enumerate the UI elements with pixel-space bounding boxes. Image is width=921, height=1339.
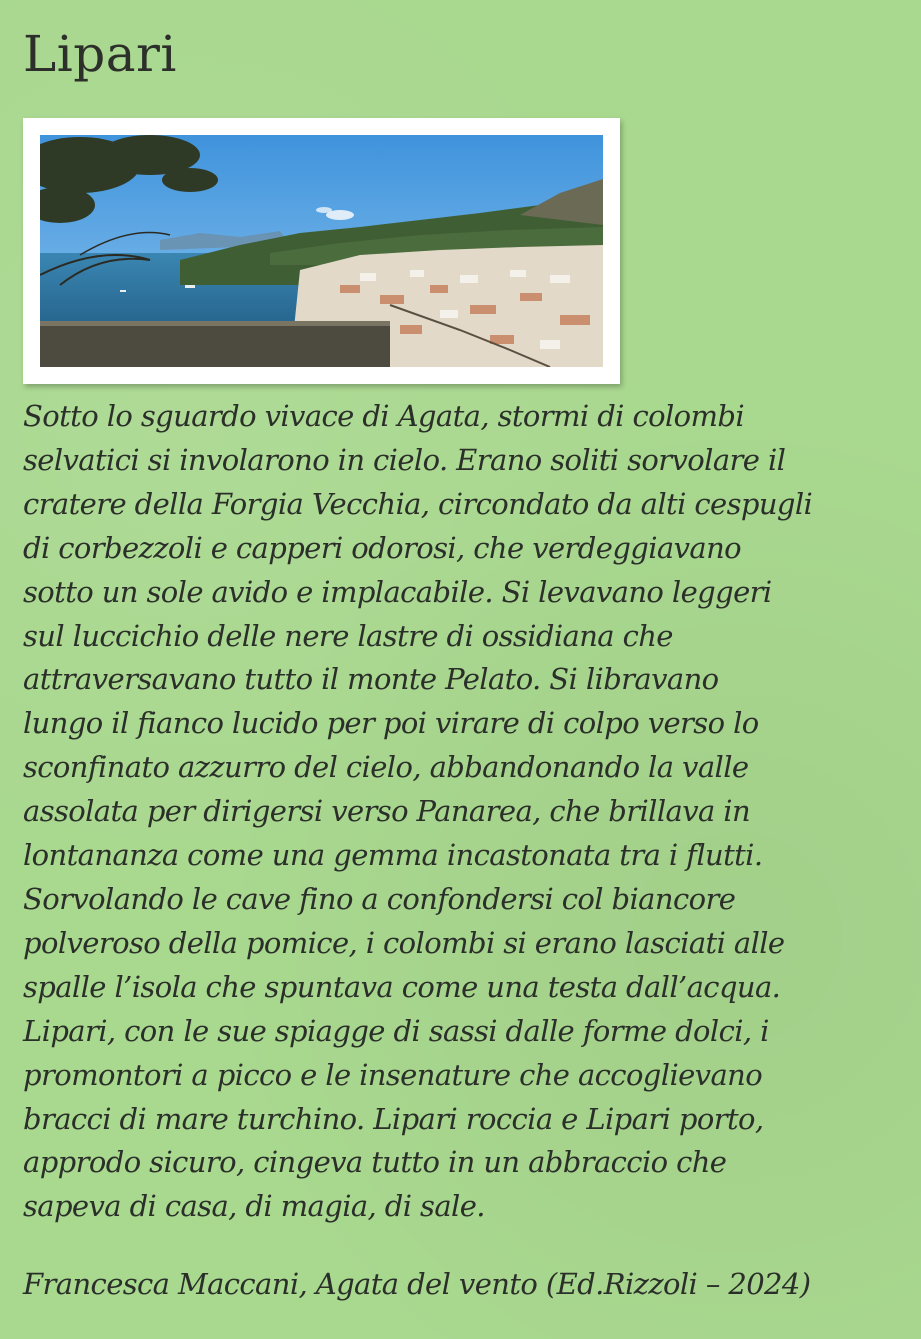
passage-line: assolata per dirigersi verso Panarea, che brillava in [23,794,751,829]
photo-frame [23,118,620,384]
passage-line: attraversavano tutto il monte Pelato. Si libravano [23,662,719,697]
passage-line: Sorvolando le cave fino a confondersi col biancore [23,881,736,916]
passage-line: bracci di mare turchino. Lipari roccia e Lipari porto, [23,1101,764,1136]
passage-line: lontananza come una gemma incastonata tra i flutti. [23,838,763,873]
passage-line: polveroso della pomice, i colombi si erano lasciati alle [23,925,785,960]
passage-line: sotto un sole avido e implacabile. Si levavano leggeri [23,574,772,609]
passage-text [23,395,903,1229]
passage-line: di corbezzoli e capperi odorosi, che verdeggiavano [23,530,742,565]
landscape-photo [40,135,603,367]
page-title: Lipari [23,25,177,83]
passage-line: sapeva di casa, di magia, di sale. [23,1189,485,1224]
passage-line: Sotto lo sguardo vivace di Agata, stormi di colombi [23,399,745,433]
passage-line: approdo sicuro, cingeva tutto in un abbraccio che [23,1145,727,1180]
passage-line: sul luccichio delle nere lastre di ossidiana che [23,618,673,653]
passage-line: promontori a picco e le insenature che accoglievano [23,1057,763,1092]
passage-line: cratere della Forgia Vecchia, circondato da alti cespugli [23,486,813,521]
passage-line: lungo il fianco lucido per poi virare di colpo verso lo [23,706,759,741]
passage-line: Lipari, con le sue spiagge di sassi dalle forme dolci, i [23,1013,769,1048]
attribution: Francesca Maccani, Agata del vento (Ed.Rizzoli – 2024) [23,1267,811,1301]
passage-line: spalle l’isola che spuntava come una testa dall’acqua. [23,969,781,1004]
passage-line: selvatici si involarono in cielo. Erano soliti sorvolare il [23,442,786,477]
passage-line: sconfinato azzurro del cielo, abbandonando la valle [23,750,749,785]
